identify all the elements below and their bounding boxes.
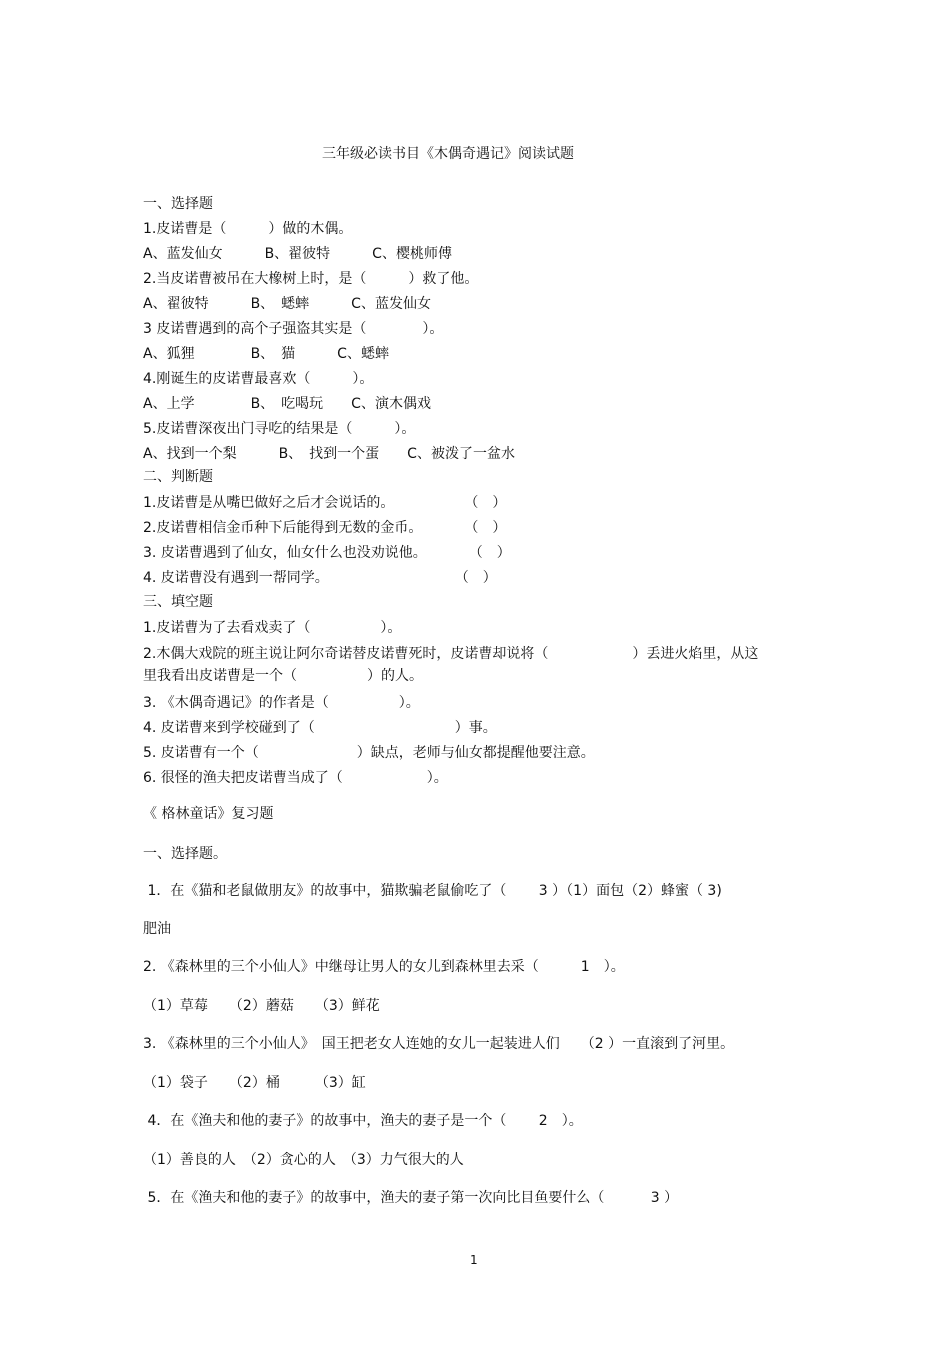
- judgement-line: 2.皮诺曹相信金币种下后能得到无数的金币。 （ ）: [143, 520, 507, 536]
- judgement-line: 3. 皮诺曹遇到了仙女，仙女什么也没劝说他。 （ ）: [143, 545, 511, 561]
- section-title: 《 格林童话》复习题: [143, 806, 274, 822]
- fill-blank-line: 6. 很怪的渔夫把皮诺曹当成了（ ）。: [143, 770, 448, 786]
- options-line: A、蓝发仙女 B、翟彼特 C、樱桃师傅: [143, 246, 452, 262]
- fill-blank-line: 2.木偶大戏院的班主说让阿尔奇诺替皮诺曹死时，皮诺曹却说将（ ）丢进火焰里，从这: [143, 646, 759, 662]
- fill-blank-line: 4. 皮诺曹来到学校碰到了（ ）事。: [143, 720, 497, 736]
- section-heading: 三、填空题: [143, 594, 213, 610]
- question-line: 肥油: [143, 921, 171, 937]
- section-heading: 一、选择题: [143, 196, 213, 212]
- question-line: 5.皮诺曹深夜出门寻吃的结果是（ ）。: [143, 421, 416, 437]
- judgement-line: 1.皮诺曹是从嘴巴做好之后才会说话的。 （ ）: [143, 495, 507, 511]
- question-line: 2. 《森林里的三个小仙人》中继母让男人的女儿到森林里去采（ 1 ）。: [143, 959, 625, 975]
- options-line: A、狐狸 B、 猫 C、蟋蟀: [143, 346, 389, 362]
- options-line: A、找到一个梨 B、 找到一个蛋 C、被泼了一盆水: [143, 446, 515, 462]
- question-line: 5．在《渔夫和他的妻子》的故事中，渔夫的妻子第一次向比目鱼要什么（ 3 ）: [143, 1190, 679, 1206]
- fill-blank-line: 里我看出皮诺曹是一个（ ）的人。: [143, 668, 423, 684]
- fill-blank-line: 5. 皮诺曹有一个（ ）缺点，老师与仙女都提醒他要注意。: [143, 745, 595, 761]
- document-title: 三年级必读书目《木偶奇遇记》阅读试题: [322, 146, 574, 162]
- page-number: 1: [470, 1253, 478, 1267]
- fill-blank-line: 3. 《木偶奇遇记》的作者是（ ）。: [143, 695, 420, 711]
- options-line: A、上学 B、 吃喝玩 C、演木偶戏: [143, 396, 431, 412]
- options-line: （1）草莓 （2）蘑菇 （3）鲜花: [143, 998, 380, 1014]
- question-line: 3 皮诺曹遇到的高个子强盗其实是（ ）。: [143, 321, 444, 337]
- options-line: （1）善良的人 （2）贪心的人 （3）力气很大的人: [143, 1152, 464, 1168]
- judgement-line: 4. 皮诺曹没有遇到一帮同学。 （ ）: [143, 570, 497, 586]
- question-line: 1．在《猫和老鼠做朋友》的故事中，猫欺骗老鼠偷吃了（ 3 ）（1）面包（2）蜂蜜（ 3): [143, 883, 722, 899]
- options-line: （1）袋子 （2）桶 （3）缸: [143, 1075, 366, 1091]
- section-heading: 二、判断题: [143, 469, 213, 485]
- question-line: 4.刚诞生的皮诺曹最喜欢（ ）。: [143, 371, 374, 387]
- question-line: 2.当皮诺曹被吊在大橡树上时，是（ ）救了他。: [143, 271, 479, 287]
- fill-blank-line: 1.皮诺曹为了去看戏卖了（ ）。: [143, 620, 402, 636]
- question-line: 1.皮诺曹是（ ）做的木偶。: [143, 221, 353, 237]
- question-line: 4．在《渔夫和他的妻子》的故事中，渔夫的妻子是一个（ 2 ）。: [143, 1113, 583, 1129]
- question-line: 3. 《森林里的三个小仙人》 国王把老女人连她的女儿一起装进人们 （2 ）一直滚到了河里。: [143, 1036, 735, 1052]
- options-line: A、翟彼特 B、 蟋蟀 C、蓝发仙女: [143, 296, 431, 312]
- section-heading: 一、选择题。: [143, 846, 227, 862]
